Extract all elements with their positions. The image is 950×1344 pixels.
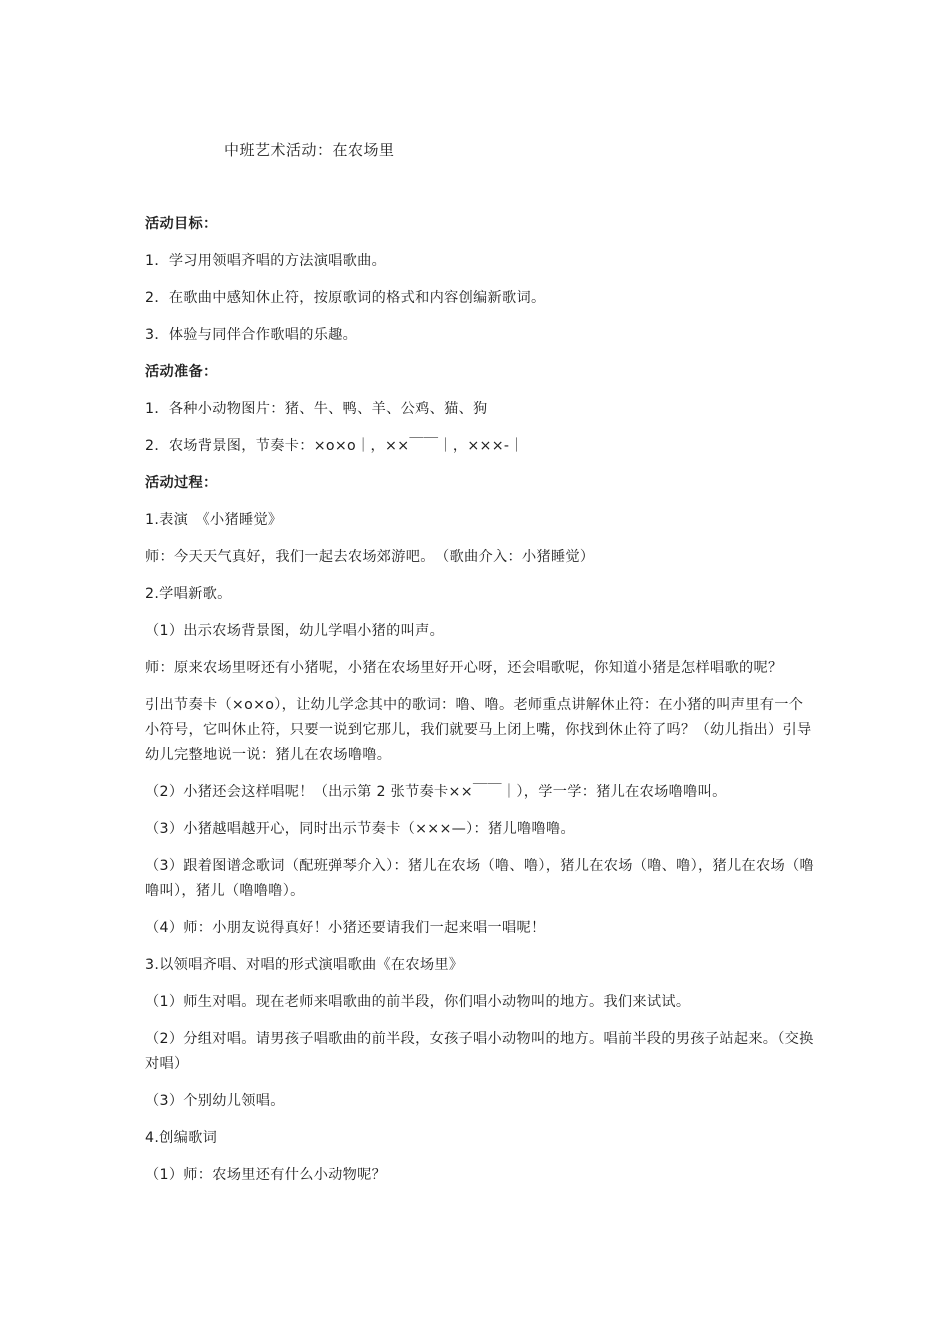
paragraph: 2.学唱新歌。 [145,586,232,602]
paragraph: 引出节奏卡（×o×o），让幼儿学念其中的歌词：噜、噜。老师重点讲解休止符：在小猪的叫声里有一个小符号，它叫休止符，只要一说到它那儿，我们就要马上闭上嘴，你找到休止符了吗？（幼儿指出）引导幼儿完整地说一说：猪儿在农场噜噜。 [145,697,812,763]
paragraph: （2）小猪还会这样唱呢！（出示第 2 张节奏卡××￣￣｜），学一学：猪儿在农场噜噜叫。 [145,784,727,800]
paragraph: 2．农场背景图，节奏卡：×o×o｜，××￣￣｜，×××-｜ [145,438,524,454]
paragraph: 3．体验与同伴合作歌唱的乐趣。 [145,327,358,343]
section-heading: 活动准备： [145,364,218,380]
paragraph: 1.表演 《小猪睡觉》 [145,512,283,528]
paragraph: （1）师：农场里还有什么小动物呢？ [145,1167,387,1183]
paragraph: （3）跟着图谱念歌词（配班弹琴介入）：猪儿在农场（噜、噜），猪儿在农场（噜、噜），猪儿在农场（噜噜叫），猪儿（噜噜噜）。 [145,858,814,899]
paragraph: （2）分组对唱。请男孩子唱歌曲的前半段，女孩子唱小动物叫的地方。唱前半段的男孩子站起来。（交换对唱） [145,1031,814,1072]
paragraph: 1．各种小动物图片：猪、牛、鸭、羊、公鸡、猫、狗 [145,401,488,417]
paragraph: （3）小猪越唱越开心，同时出示节奏卡（×××—）：猪儿噜噜噜。 [145,821,575,837]
section-heading: 活动过程： [145,475,218,491]
paragraph: （1）出示农场背景图，幼儿学唱小猪的叫声。 [145,623,445,639]
section-heading: 活动目标： [145,216,218,232]
document-title: 中班艺术活动：在农场里 [224,141,395,159]
paragraph: 3.以领唱齐唱、对唱的形式演唱歌曲《在农场里》 [145,957,464,973]
paragraph: （4）师：小朋友说得真好！小猪还要请我们一起来唱一唱呢！ [145,920,546,936]
paragraph: 2．在歌曲中感知休止符，按原歌词的格式和内容创编新歌词。 [145,290,546,306]
paragraph: （3）个别幼儿领唱。 [145,1093,285,1109]
paragraph: 师：今天天气真好，我们一起去农场郊游吧。 （歌曲介入：小猪睡觉） [145,549,595,565]
paragraph: 1．学习用领唱齐唱的方法演唱歌曲。 [145,253,387,269]
paragraph: 4.创编歌词 [145,1130,218,1146]
paragraph: （1）师生对唱。现在老师来唱歌曲的前半段，你们唱小动物叫的地方。我们来试试。 [145,994,691,1010]
document-body [145,212,817,1200]
paragraph: 师：原来农场里呀还有小猪呢，小猪在农场里好开心呀，还会唱歌呢，你知道小猪是怎样唱歌的呢？ [145,660,783,676]
